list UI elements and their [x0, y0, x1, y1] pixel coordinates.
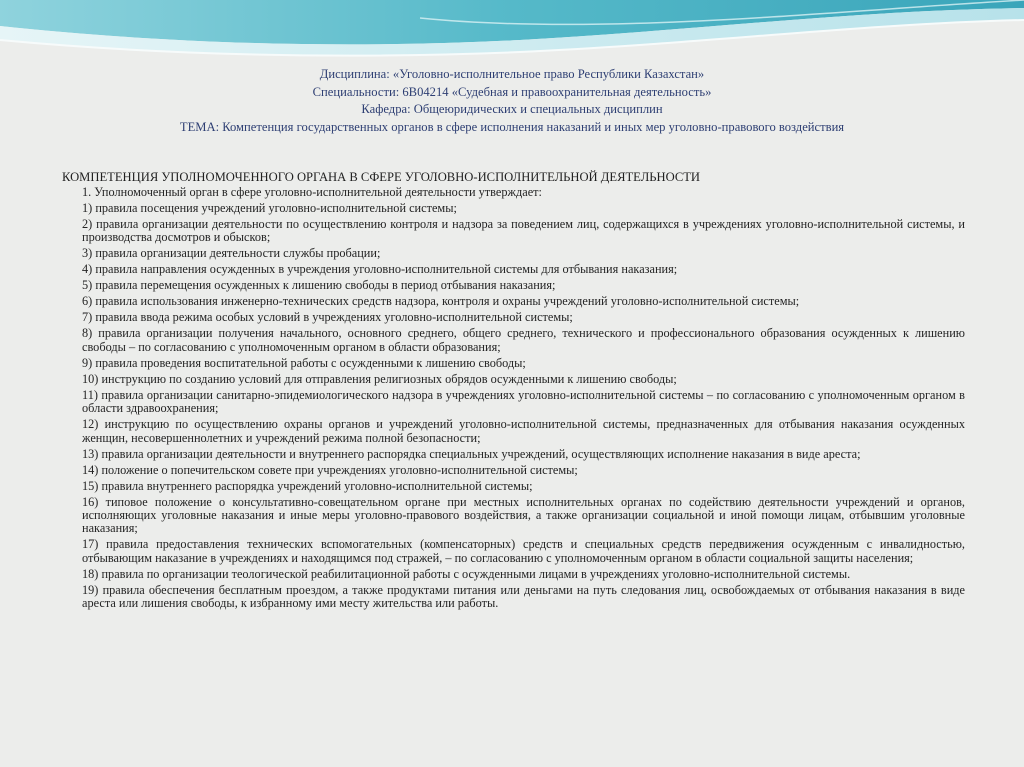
list-item: 19) правила обеспечения бесплатным проездом, а также продуктами питания или деньгами на путь следования лиц, освобождаемых от отбывания наказания в виде ареста или лишения свободы, к избранному ими месту жительства или работы.: [82, 582, 965, 611]
topic-line: ТЕМА: Компетенция государственных органов в сфере исполнения наказаний и иных мер уголовно-правового воздействия: [179, 119, 845, 134]
list-item: 8) правила организации получения начального, основного среднего, общего среднего, технического и профессионального образования осужденных к лишению свободы – по согласованию с уполномоченным органом в области образования;: [82, 326, 965, 354]
list-item: 15) правила внутреннего распорядка учреждений уголовно-исполнительной системы;: [82, 478, 533, 493]
list-item: 18) правила по организации теологической реабилитационной работы с осужденными лицами в учреждениях уголовно-исполнительной системы.: [82, 566, 851, 581]
slide-header: [20, 66, 1004, 136]
section-title: КОМПЕТЕНЦИЯ УПОЛНОМОЧЕННОГО ОРГАНА В СФЕРЕ УГОЛОВНО-ИСПОЛНИТЕЛЬНОЙ ДЕЯТЕЛЬНОСТИ: [62, 170, 701, 184]
specialty-line: Специальности: 6В04214 «Судебная и правоохранительная деятельность»: [312, 84, 712, 99]
list-item: 1. Уполномоченный орган в сфере уголовно-исполнительной деятельности утверждает:: [82, 185, 542, 199]
list-item: 14) положение о попечительском совете при учреждениях уголовно-исполнительной системы;: [82, 462, 578, 477]
list-item: 4) правила направления осужденных в учреждения уголовно-исполнительной системы для отбывания наказания;: [82, 262, 678, 277]
list-item: 6) правила использования инженерно-технических средств надзора, контроля и охраны учреждений уголовно-исполнительной системы;: [82, 294, 800, 309]
list-item: 3) правила организации деятельности службы пробации;: [82, 246, 381, 261]
discipline-line: Дисциплина: «Уголовно-исполнительное право Республики Казахстан»: [319, 67, 705, 81]
list-item: 16) типовое положение о консультативно-совещательном органе при местных исполнительных органах по содействию деятельности учреждений и органов, исполняющих уголовные наказания и иные меры уголовно-правового воздействия, а также организации социальной и иной помощи лицам, отбывшим уголовные наказания;: [82, 494, 965, 536]
list-item: 7) правила ввода режима особых условий в учреждениях уголовно-исполнительной системы;: [82, 310, 573, 325]
list-item: 9) правила проведения воспитательной работы с осужденными к лишению свободы;: [82, 355, 526, 370]
list-item: 2) правила организации деятельности по осуществлению контроля и надзора за поведением лиц, содержащихся в учреждениях уголовно-исполнительной системы, и производства досмотров и обысков;: [82, 217, 965, 245]
list-item: 13) правила организации деятельности и внутреннего распорядка специальных учреждений, осуществляющих исполнение наказания в виде ареста;: [82, 446, 861, 461]
list-item: 10) инструкцию по созданию условий для отправления религиозных обрядов осужденными к лишению свободы;: [82, 371, 677, 386]
competence-list: [82, 186, 965, 613]
department-line: Кафедра: Общеюридических и специальных дисциплин: [361, 102, 663, 116]
list-item: 5) правила перемещения осужденных к лишению свободы в период отбывания наказания;: [82, 278, 556, 293]
list-item: 1) правила посещения учреждений уголовно-исполнительной системы;: [82, 201, 457, 215]
list-item: 12) инструкцию по осуществлению охраны органов и учреждений уголовно-исполнительной системы, предназначенных для отбывания наказания осужденных женщин, несовершеннолетних и учреждений режима полной безопасности;: [82, 417, 965, 445]
list-item: 17) правила предоставления технических вспомогательных (компенсаторных) средств и специальных средств передвижения осужденным с инвалидностью, отбывающим наказание в учреждениях и находящимся под стражей, – по согласованию с уполномоченным органом в области социальной защиты населения;: [82, 537, 965, 565]
list-item: 11) правила организации санитарно-эпидемиологического надзора в учреждениях уголовно-исполнительной системы – по согласованию с уполномоченным органом в области здравоохранения;: [82, 387, 965, 416]
